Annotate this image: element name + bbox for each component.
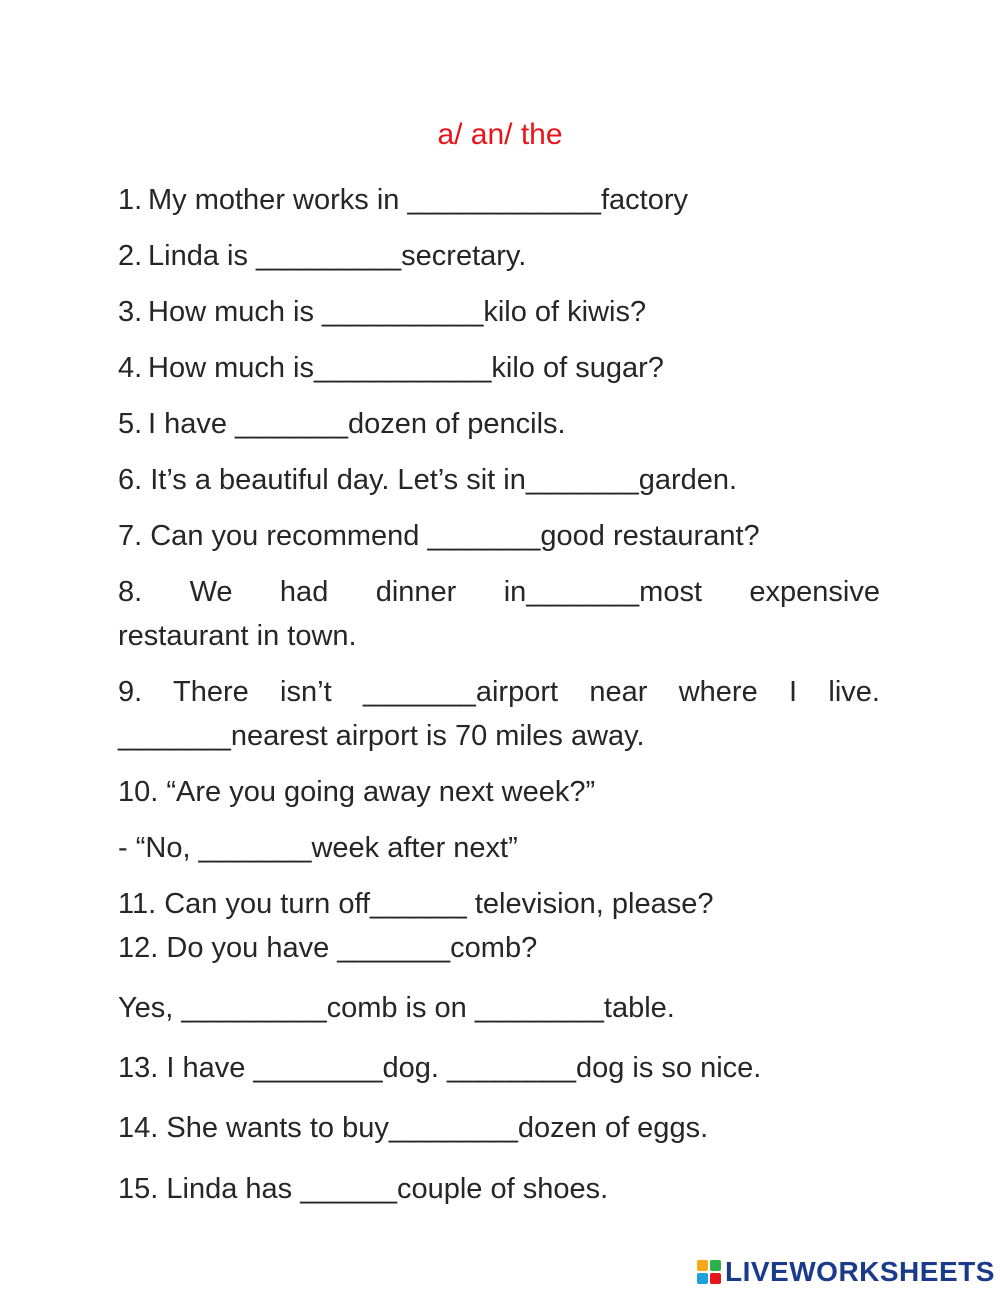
question-9-line-2: _______nearest airport is 70 miles away. <box>118 720 645 752</box>
question-text: How much is __________kilo of kiwis? <box>148 296 647 328</box>
logo-square <box>697 1260 708 1271</box>
question-8-line-1: 8. We had dinner in_______most expensive <box>118 576 880 608</box>
worksheet-title: a/ an/ the <box>437 118 563 151</box>
question-number: 2. <box>118 240 143 272</box>
question-6: 6. It’s a beautiful day. Let’s sit in_______garden. <box>118 464 738 496</box>
question-13: 13. I have ________dog. ________dog is so nice. <box>118 1052 762 1084</box>
logo-square <box>710 1273 721 1284</box>
question-1 <box>118 178 880 222</box>
logo-square <box>697 1273 708 1284</box>
question-text: Linda is _________secretary. <box>148 240 527 272</box>
question-text: My mother works in ____________factory <box>148 184 689 216</box>
question-number: 5. <box>118 408 143 440</box>
question-text: How much is___________kilo of sugar? <box>148 352 664 384</box>
question-8-line-2: restaurant in town. <box>118 620 357 652</box>
liveworksheets-logo <box>697 1255 995 1289</box>
question-12: 12. Do you have _______comb? <box>118 932 538 964</box>
question-number: 1. <box>118 184 143 216</box>
question-7: 7. Can you recommend _______good restaurant? <box>118 520 760 552</box>
question-11: 11. Can you turn off______ television, please? <box>118 888 714 920</box>
logo-text: LIVEWORKSHEETS <box>725 1256 995 1287</box>
question-2 <box>118 234 880 278</box>
logo-square <box>710 1260 721 1271</box>
question-4 <box>118 346 880 390</box>
question-14: 14. She wants to buy________dozen of eggs. <box>118 1112 709 1144</box>
question-12-answer: Yes, _________comb is on ________table. <box>118 992 675 1024</box>
question-10-answer: - “No, _______week after next” <box>118 832 518 864</box>
question-15: 15. Linda has ______couple of shoes. <box>118 1173 609 1205</box>
question-5 <box>118 402 880 446</box>
question-3 <box>118 290 880 334</box>
question-number: 4. <box>118 352 143 384</box>
question-text: I have _______dozen of pencils. <box>148 408 566 440</box>
logo-mark-icon <box>697 1260 721 1284</box>
question-9-line-1: 9. There isn’t _______airport near where I live. <box>118 676 880 708</box>
question-number: 3. <box>118 296 143 328</box>
question-10: 10. “Are you going away next week?” <box>118 776 596 808</box>
